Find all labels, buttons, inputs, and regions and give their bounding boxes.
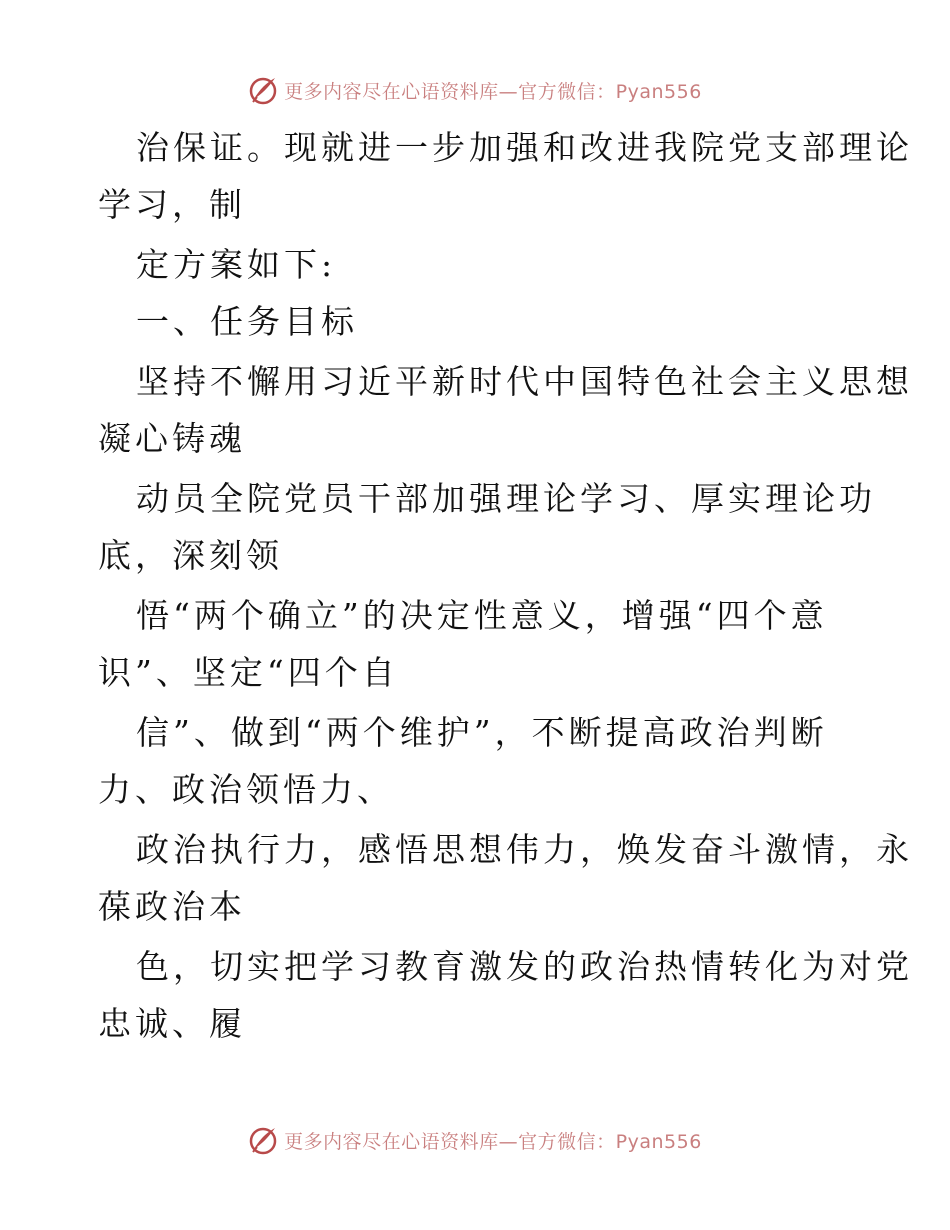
feather-pen-logo-icon (248, 1125, 278, 1155)
text-line: 政治执行力，感悟思想伟力，焕发奋斗激情，永 (136, 830, 913, 869)
text-line: 定方案如下: (136, 245, 337, 284)
text-line: 学习，制 (98, 185, 246, 224)
footer-banner (0, 1120, 950, 1160)
text-line: 动员全院党员干部加强理论学习、厚实理论功 (136, 479, 876, 518)
text-line: 葆政治本 (98, 887, 246, 926)
text-line: 色，切实把学习教育激发的政治热情转化为对党 (136, 947, 913, 986)
text-line: 忠诚、履 (98, 1004, 246, 1043)
text-line: 识”、坚定“四个自 (98, 653, 399, 692)
header-banner-text: 更多内容尽在心语资料库—官方微信：Pyan556 (284, 80, 702, 103)
text-line: 坚持不懈用习近平新时代中国特色社会主义思想 (136, 362, 913, 401)
text-line: 悟“两个确立”的决定性意义，增强“四个意 (136, 596, 828, 635)
footer-banner-text: 更多内容尽在心语资料库—官方微信：Pyan556 (284, 1130, 702, 1153)
text-line: 凝心铸魂 (98, 419, 246, 458)
section-heading: 一、任务目标 (136, 302, 358, 341)
text-line: 力、政治领悟力、 (98, 770, 394, 809)
text-line: 底，深刻领 (98, 536, 283, 575)
text-line: 信”、做到“两个维护”，不断提高政治判断 (136, 713, 828, 752)
text-line: 治保证。现就进一步加强和改进我院党支部理论 (136, 128, 913, 167)
